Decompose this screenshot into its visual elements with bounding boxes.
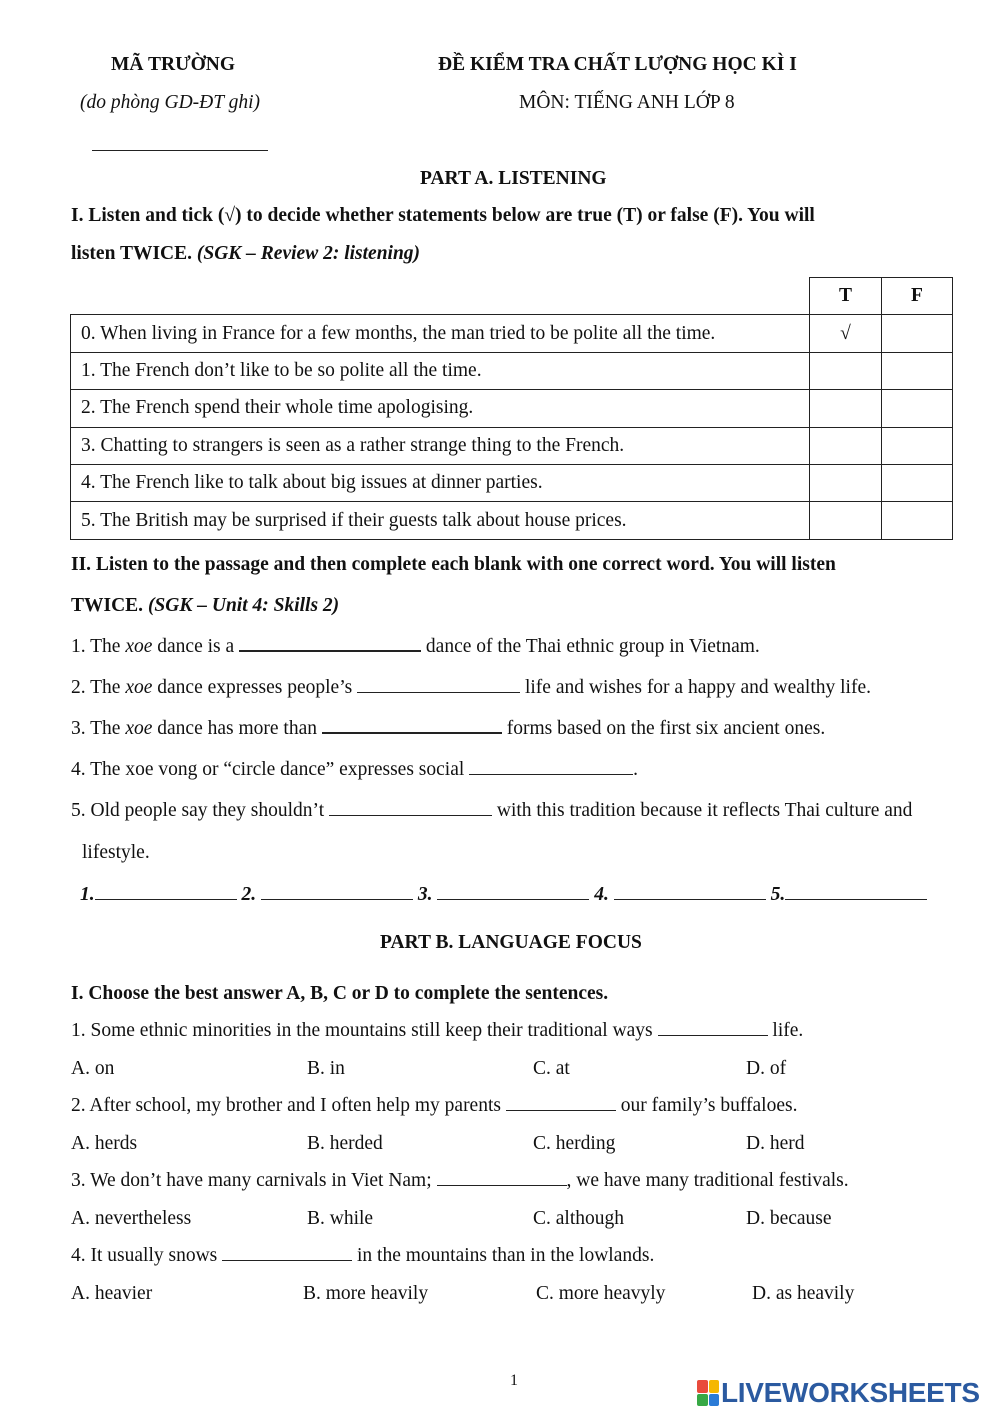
school-code-note: (do phòng GD-ĐT ghi) [80, 92, 261, 113]
option-2c[interactable]: C. herding [533, 1133, 616, 1154]
answer-blank-2[interactable] [357, 691, 520, 693]
question-a2-5-cont: lifestyle. [82, 842, 150, 863]
table-row [71, 427, 953, 464]
option-4b[interactable]: B. more heavily [303, 1283, 429, 1304]
statement-1: 1. The French don’t like to be so polite all the time. [71, 352, 810, 389]
option-1a[interactable]: A. on [71, 1058, 115, 1079]
question-a2-3: 3. The xoe dance has more than forms based on the first six ancient ones. [71, 718, 826, 739]
liveworksheets-logo-text: LIVEWORKSHEETS [721, 1377, 980, 1408]
statement-3: 3. Chatting to strangers is seen as a rather strange thing to the French. [71, 427, 810, 464]
table-row [71, 390, 953, 427]
section-a1-instruction: I. Listen and tick (√) to decide whether statements below are true (T) or false (F). You will [71, 205, 815, 226]
option-4a[interactable]: A. heavier [71, 1283, 153, 1304]
answer-blank-4[interactable] [469, 773, 633, 775]
tick-cell-f-2[interactable] [882, 390, 953, 427]
question-a2-2: 2. The xoe dance expresses people’s life and wishes for a happy and wealthy life. [71, 677, 871, 698]
tick-cell-f-4[interactable] [882, 464, 953, 501]
section-b1-instruction: I. Choose the best answer A, B, C or D to complete the sentences. [71, 983, 609, 1004]
answer-slot-5[interactable] [785, 898, 927, 900]
table-row [71, 502, 953, 539]
question-a2-5: 5. Old people say they shouldn’t with this tradition because it reflects Thai culture and [71, 800, 913, 821]
question-a2-4: 4. The xoe vong or “circle dance” expresses social . [71, 759, 639, 780]
option-1d[interactable]: D. of [746, 1058, 787, 1079]
column-header-t: T [810, 278, 882, 315]
tick-cell-t-5[interactable] [810, 502, 882, 539]
question-b1-1: 1. Some ethnic minorities in the mountains still keep their traditional ways life. [71, 1020, 804, 1041]
school-code-line [92, 150, 268, 151]
statement-2: 2. The French spend their whole time apologising. [71, 390, 810, 427]
option-3d[interactable]: D. because [746, 1208, 832, 1229]
part-b-title: PART B. LANGUAGE FOCUS [380, 932, 642, 953]
school-code-label: MÃ TRƯỜNG [111, 54, 236, 75]
answer-blank-3[interactable] [322, 731, 502, 734]
table-row [71, 352, 953, 389]
option-4c[interactable]: C. more heavyly [536, 1283, 666, 1304]
option-2a[interactable]: A. herds [71, 1133, 138, 1154]
tick-cell-f-0 [882, 315, 953, 352]
tick-cell-t-1[interactable] [810, 352, 882, 389]
table-row [71, 464, 953, 501]
tick-cell-f-3[interactable] [882, 427, 953, 464]
answer-slot-2[interactable] [261, 898, 413, 900]
section-a2-instruction: II. Listen to the passage and then complete each blank with one correct word. You will listen [71, 554, 836, 575]
option-3c[interactable]: C. although [533, 1208, 624, 1229]
answer-slot-1[interactable] [95, 898, 237, 900]
question-b1-4: 4. It usually snows in the mountains than in the lowlands. [71, 1245, 655, 1266]
answer-blank-1[interactable] [239, 649, 421, 652]
tick-cell-t-4[interactable] [810, 464, 882, 501]
exam-subject: MÔN: TIẾNG ANH LỚP 8 [519, 92, 735, 113]
tick-cell-t-2[interactable] [810, 390, 882, 427]
option-2b[interactable]: B. herded [307, 1133, 383, 1154]
section-a2-source: (SGK – Unit 4: Skills 2) [147, 595, 340, 616]
option-3b[interactable]: B. while [307, 1208, 374, 1229]
statement-5: 5. The British may be surprised if their guests talk about house prices. [71, 502, 810, 539]
true-false-table [70, 277, 953, 540]
liveworksheets-logo-icon [697, 1380, 719, 1406]
tick-cell-f-1[interactable] [882, 352, 953, 389]
option-1c[interactable]: C. at [533, 1058, 570, 1079]
answer-slot-3[interactable] [437, 898, 589, 900]
mc-blank-3 [437, 1184, 567, 1186]
option-4d[interactable]: D. as heavily [752, 1283, 855, 1304]
question-b1-2: 2. After school, my brother and I often help my parents our family’s buffaloes. [71, 1095, 798, 1116]
column-header-f: F [882, 278, 953, 315]
option-1b[interactable]: B. in [307, 1058, 345, 1079]
section-a2-instruction-cont: TWICE. (SGK – Unit 4: Skills 2) [71, 595, 340, 616]
part-a-title: PART A. LISTENING [420, 168, 607, 189]
section-a1-instruction-cont: listen TWICE. (SGK – Review 2: listening) [71, 243, 421, 264]
answer-line: 1. 2. 3. 4. 5. [80, 884, 927, 906]
tick-cell-t-3[interactable] [810, 427, 882, 464]
table-corner [71, 278, 810, 315]
table-row [71, 315, 953, 352]
question-b1-3: 3. We don’t have many carnivals in Viet Nam; , we have many traditional festivals. [71, 1170, 849, 1191]
exam-title: ĐỀ KIỂM TRA CHẤT LƯỢNG HỌC KÌ I [438, 54, 797, 75]
option-2d[interactable]: D. herd [746, 1133, 805, 1154]
section-a1-source: (SGK – Review 2: listening) [196, 243, 421, 264]
page-number: 1 [510, 1372, 518, 1389]
statement-4: 4. The French like to talk about big issues at dinner parties. [71, 464, 810, 501]
mc-blank-4 [222, 1259, 352, 1261]
mc-blank-1 [658, 1034, 768, 1036]
mc-blank-2 [506, 1109, 616, 1111]
option-3a[interactable]: A. nevertheless [71, 1208, 192, 1229]
answer-blank-5[interactable] [329, 814, 492, 816]
question-a2-1: 1. The xoe dance is a dance of the Thai ethnic group in Vietnam. [71, 636, 760, 657]
tick-cell-t-0: √ [810, 315, 882, 352]
liveworksheets-logo[interactable] [697, 1376, 980, 1410]
statement-0: 0. When living in France for a few months, the man tried to be polite all the time. [71, 315, 810, 352]
tick-cell-f-5[interactable] [882, 502, 953, 539]
answer-slot-4[interactable] [614, 898, 766, 900]
